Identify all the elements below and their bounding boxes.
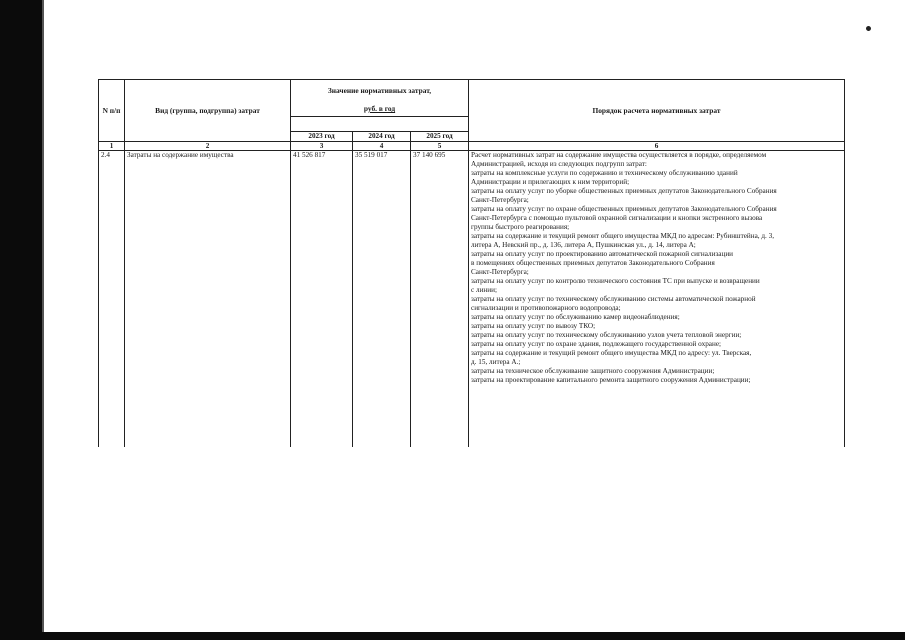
method-line: затраты на проектирование капитального ремонта защитного сооружения Администрации; (471, 376, 751, 384)
method-line: затраты на оплату услуг по обслуживанию камер видеонаблюдения; (471, 313, 680, 321)
method-line: сигнализации и противопожарного водопровода; (471, 304, 621, 312)
row-value-2024: 35 519 017 (353, 151, 411, 448)
row-value-2025: 37 140 695 (411, 151, 469, 448)
method-line: группы быстрого реагирования; (471, 223, 570, 231)
header-method: Порядок расчета нормативных затрат (469, 80, 845, 142)
header-values-unit-text: руб. в год (363, 104, 396, 113)
header-values-spacer (291, 117, 469, 132)
header-values-unit (291, 101, 469, 117)
method-line: Санкт-Петербурга; (471, 268, 529, 276)
method-line: Санкт-Петербурга с помощью пультовой охранной сигнализации и кнопки экстренного вызова (471, 214, 763, 222)
normative-costs-table (98, 79, 845, 447)
header-cost-type: Вид (группа, подгруппа) затрат (125, 80, 291, 142)
header-num: N п/п (99, 80, 125, 142)
row-cost-type: Затраты на содержание имущества (125, 151, 291, 448)
header-year-2025: 2025 год (411, 132, 469, 142)
method-line: затраты на оплату услуг по вывозу ТКО; (471, 322, 596, 330)
column-number: 2 (125, 142, 291, 151)
method-line: затраты на комплексные услуги по содержанию и техническому обслуживанию зданий (471, 169, 738, 177)
method-line: затраты на содержание и текущий ремонт общего имущества МКД по адресам: Рубинштейна, д. 3, (471, 232, 775, 240)
scan-dark-margin-bottom (0, 632, 905, 640)
document-page (98, 79, 844, 455)
method-line: литера А, Невский пр., д. 136, литера А, Пушкинская ул., д. 14, литера А; (471, 241, 696, 249)
column-number: 4 (353, 142, 411, 151)
method-line: Администрации и прилегающих к ним территорий; (471, 178, 630, 186)
method-line: Администрацией, исходя из следующих подгрупп затрат: (471, 160, 647, 168)
header-year-2024: 2024 год (353, 132, 411, 142)
header-year-2023: 2023 год (291, 132, 353, 142)
method-line: затраты на оплату услуг по проектированию автоматической пожарной сигнализации (471, 250, 734, 258)
method-line: с линии; (471, 286, 497, 294)
row-method (469, 151, 845, 448)
method-line: затраты на оплату услуг по охране здания, подлежащего государственной охране; (471, 340, 722, 348)
method-line: Расчет нормативных затрат на содержание имущества осуществляется в порядке, определяемом (471, 151, 767, 159)
table-row (99, 151, 845, 448)
method-line: затраты на оплату услуг по техническому обслуживанию системы автоматической пожарной (471, 295, 756, 303)
method-line: затраты на оплату услуг по уборке общественных приемных депутатов Законодательного Собрания (471, 187, 777, 195)
method-line: д. 15, литера А.; (471, 358, 521, 366)
scan-speck (865, 25, 872, 32)
method-line: затраты на техническое обслуживание защитного сооружения Администрации; (471, 367, 715, 375)
column-number: 1 (99, 142, 125, 151)
method-line: затраты на содержание и текущий ремонт общего имущества МКД по адресу: ул. Тверская, (471, 349, 752, 357)
method-line: затраты на оплату услуг по охране общественных приемных депутатов Законодательного Собрания (471, 205, 777, 213)
row-value-2023: 41 526 817 (291, 151, 353, 448)
method-line: в помещениях общественных приемных депутатов Законодательного Собрания (471, 259, 715, 267)
method-line: Санкт-Петербурга; (471, 196, 529, 204)
column-number: 5 (411, 142, 469, 151)
header-values-title: Значение нормативных затрат, (291, 80, 469, 102)
method-line: затраты на оплату услуг по техническому обслуживанию узлов учета тепловой энергии; (471, 331, 742, 339)
scan-dark-margin-left (0, 0, 42, 640)
column-number: 3 (291, 142, 353, 151)
column-number: 6 (469, 142, 845, 151)
scan-margin-edge (42, 0, 44, 640)
method-line: затраты на оплату услуг по контролю технического состояния ТС при выпуске и возвращении (471, 277, 760, 285)
row-number: 2.4 (99, 151, 125, 448)
